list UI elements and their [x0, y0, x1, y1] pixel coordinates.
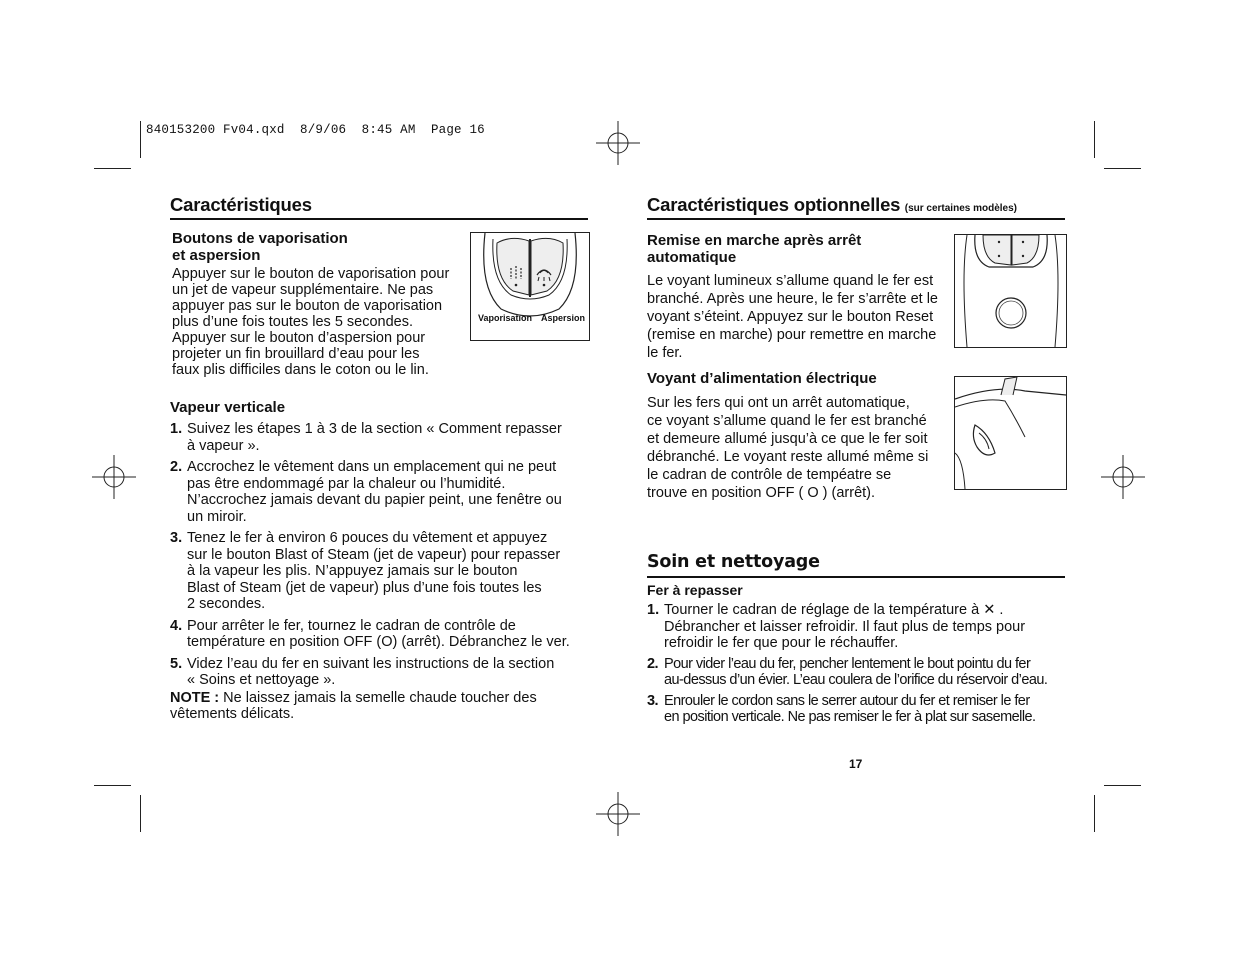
text-line: appuyer pas sur le bouton de vaporisation: [172, 298, 443, 314]
vertical-steam-steps: [170, 421, 590, 694]
registration-mark-icon: [596, 121, 640, 165]
text-line: refroidir le fer que pour le réchauffer.: [664, 635, 899, 651]
note-text: Ne laissez jamais la semelle chaude toucher des: [219, 690, 537, 706]
step-number: 3.: [170, 530, 183, 546]
step-number: 3.: [647, 692, 658, 709]
list-item: [170, 530, 590, 613]
title-note: (sur certaines modèles): [904, 203, 1017, 214]
note-text: vêtements délicats.: [170, 706, 295, 722]
crop-mark: [1094, 121, 1095, 158]
text-line: trouve en position OFF ( O ) (arrêt).: [647, 485, 876, 501]
text-line: sur le bouton Blast of Steam (jet de vapeur) pour repasser: [187, 546, 561, 563]
file-slug: 840153200 Fv04.qxd 8/9/06 8:45 AM Page 16: [146, 123, 485, 137]
crop-mark: [1104, 785, 1141, 786]
list-item: [647, 602, 1077, 652]
crop-mark: [140, 121, 141, 158]
text-line: pas être endommagé par la chaleur ou l’humidité.: [187, 475, 506, 492]
subheading-line: automatique: [647, 249, 737, 266]
step-number: 2.: [647, 655, 658, 672]
spray-steam-buttons-figure: [470, 232, 590, 341]
text-line: débranché. Le voyant reste allumé même si: [647, 449, 929, 465]
text-line: Pour arrêter le fer, tournez le cadran de contrôle de: [187, 617, 516, 634]
step-number: 1.: [170, 421, 183, 437]
text-line: Le voyant lumineux s’allume quand le fer est: [647, 273, 934, 289]
title-rule: [647, 218, 1065, 220]
crop-mark: [1104, 168, 1141, 169]
note: [170, 690, 590, 722]
power-light-figure: [954, 376, 1067, 490]
subheading-line: Boutons de vaporisation: [172, 230, 348, 247]
text-line: (remise en marche) pour remettre en marche: [647, 327, 937, 343]
text-line: Débrancher et laisser refroidir. Il faut plus de temps pour: [664, 618, 1026, 635]
text-line: à vapeur ».: [187, 437, 260, 454]
care-steps: [647, 602, 1077, 731]
text-line: Suivez les étapes 1 à 3 de la section « Comment repasser: [187, 421, 562, 437]
step-number: 4.: [170, 617, 183, 634]
list-item: [170, 618, 590, 651]
crop-mark: [94, 785, 131, 786]
text-line: voyant s’éteint. Appuyez sur le bouton Reset: [647, 309, 934, 325]
registration-mark-icon: [596, 792, 640, 836]
list-item: [170, 421, 590, 454]
text-line: à la vapeur les plis. N’appuyez jamais sur le bouton: [187, 563, 518, 579]
text-line: au-dessus d’un évier. L’eau coulera de l’orifice du réservoir d’eau.: [664, 672, 1048, 688]
subheading-line: Remise en marche après arrêt: [647, 232, 862, 249]
section-title-optional: [647, 194, 1017, 216]
crop-mark: [1094, 795, 1095, 832]
text-line: projeter un fin brouillard d’eau pour les: [172, 346, 420, 362]
subheading-vertical-steam: Vapeur verticale: [170, 399, 286, 416]
figure-caption-mist: Aspersion: [541, 313, 586, 323]
text-line: 2 secondes.: [187, 596, 266, 612]
list-item: [170, 656, 590, 689]
text-line: en position verticale. Ne pas remiser le fer à plat sur sasemelle.: [664, 709, 1036, 725]
reset-button-figure: [954, 234, 1067, 348]
page-number: 17: [849, 757, 863, 771]
reset-button-illustration-icon: [955, 235, 1066, 347]
section-title-text: Caractéristiques optionnelles: [647, 194, 901, 215]
title-rule: [170, 218, 588, 220]
section-title-care: Soin et nettoyage: [647, 552, 820, 572]
registration-mark-icon: [92, 455, 136, 499]
text-line: un jet de vapeur supplémentaire. Ne pas: [172, 282, 434, 298]
note-label: NOTE :: [170, 690, 220, 706]
subheading-iron: Fer à repasser: [647, 582, 743, 598]
text-line: un miroir.: [187, 508, 247, 525]
text-line: Tourner le cadran de réglage de la température à ✕ .: [664, 602, 1004, 618]
text-line: Enrouler le cordon sans le serrer autour du fer et remiser le fer: [664, 692, 1030, 709]
text-line: le fer.: [647, 345, 683, 361]
text-line: plus d’une fois toutes les 5 secondes.: [172, 314, 414, 330]
text-line: Tenez le fer à environ 6 pouces du vêtement et appuyez: [187, 530, 548, 546]
text-line: « Soins et nettoyage ».: [187, 672, 336, 688]
text-line: et demeure allumé jusqu’à ce que le fer soit: [647, 431, 928, 447]
power-paragraph: [647, 394, 952, 502]
step-number: 2.: [170, 459, 183, 475]
note-line: [170, 690, 590, 706]
crop-mark: [94, 168, 131, 169]
text-line: température en position OFF (O) (arrêt). Débranchez le ver.: [187, 634, 570, 650]
crop-mark: [140, 795, 141, 832]
step-number: 1.: [647, 602, 660, 618]
text-line: branché. Après une heure, le fer s’arrête et le: [647, 291, 938, 307]
subheading-line: et aspersion: [172, 247, 261, 264]
title-rule: [647, 576, 1065, 578]
list-item: [647, 656, 1077, 689]
text-line: Videz l’eau du fer en suivant les instructions de la section: [187, 655, 555, 672]
text-line: Blast of Steam (jet de vapeur) plus d’une fois toutes les: [187, 579, 542, 596]
text-line: ce voyant s’allume quand le fer est branché: [647, 413, 927, 429]
reset-paragraph: [647, 272, 952, 362]
buttons-paragraph: [172, 266, 467, 378]
text-line: N’accrochez jamais devant du papier peint, une fenêtre ou: [187, 492, 562, 508]
text-line: Pour vider l’eau du fer, pencher lentement le bout pointu du fer: [664, 655, 1031, 672]
text-line: le cadran de contrôle de tempéatre se: [647, 467, 892, 483]
subheading-buttons: [172, 230, 348, 264]
text-line: Sur les fers qui ont un arrêt automatique,: [647, 395, 910, 411]
text-line: Accrochez le vêtement dans un emplacement qui ne peut: [187, 459, 557, 475]
subheading-power-light: Voyant d’alimentation électrique: [647, 370, 877, 387]
list-item: [170, 459, 590, 525]
section-title-features: Caractéristiques: [170, 194, 312, 215]
list-item: [647, 693, 1077, 726]
step-number: 5.: [170, 655, 183, 672]
iron-side-illustration-icon: [955, 377, 1066, 489]
text-line: faux plis difficiles dans le coton ou le lin.: [172, 362, 429, 378]
text-line: Appuyer sur le bouton d’aspersion pour: [172, 330, 426, 346]
iron-buttons-illustration-icon: [471, 233, 589, 321]
text-line: Appuyer sur le bouton de vaporisation pour: [172, 266, 450, 282]
figure-caption-spray: Vaporisation: [478, 313, 533, 323]
registration-mark-icon: [1101, 455, 1145, 499]
subheading-auto-reset: [647, 232, 861, 266]
